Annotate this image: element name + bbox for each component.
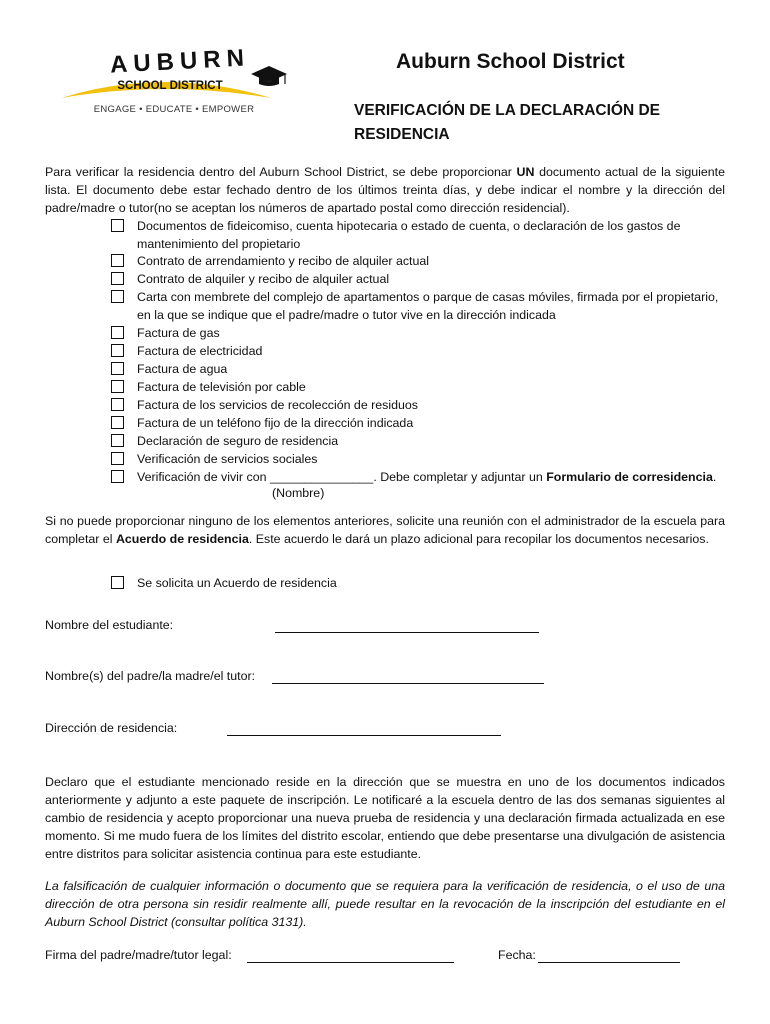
document-label: Factura de televisión por cable bbox=[137, 380, 306, 394]
district-logo bbox=[55, 46, 290, 121]
document-label: Factura de gas bbox=[137, 326, 220, 340]
checklist-item bbox=[111, 396, 727, 414]
checklist-item bbox=[111, 378, 727, 396]
agreement-paragraph bbox=[45, 512, 725, 548]
document-checkbox[interactable] bbox=[111, 416, 124, 429]
living-with-end: . bbox=[712, 470, 717, 484]
checklist-item-living-with bbox=[111, 468, 727, 486]
agreement-request-checkbox[interactable] bbox=[111, 576, 124, 589]
address-field[interactable] bbox=[227, 735, 501, 736]
agreement-text-2: . Este acuerdo le dará un plazo adicional para recopilar los documentos necesarios. bbox=[248, 532, 709, 546]
checklist-item bbox=[111, 217, 727, 253]
signature-field[interactable] bbox=[247, 962, 454, 963]
document-checkbox[interactable] bbox=[111, 452, 124, 465]
checklist-item bbox=[111, 342, 727, 360]
student-name-field[interactable] bbox=[275, 632, 539, 633]
agreement-bold: Acuerdo de residencia bbox=[115, 532, 249, 546]
document-checkbox[interactable] bbox=[111, 290, 124, 303]
falsification-warning: La falsificación de cualquier información o documento que se requiera para la verificación de residencia, o el uso de una dirección de otra persona sin residir realmente allí, puede resultar en la revocación de la inscripción del estudiante en el Auburn School District (consultar política 3131). bbox=[45, 879, 725, 929]
address-label: Dirección de residencia: bbox=[45, 721, 178, 735]
checklist-item bbox=[111, 270, 727, 288]
document-checkbox[interactable] bbox=[111, 344, 124, 357]
document-checkbox[interactable] bbox=[111, 326, 124, 339]
logo-school-district: SCHOOL DISTRICT bbox=[117, 80, 223, 92]
checklist-item bbox=[111, 432, 727, 450]
living-with-prefix: Verificación de vivir con bbox=[137, 470, 267, 484]
logo-tagline: ENGAGE • EDUCATE • EMPOWER bbox=[93, 104, 255, 115]
document-label: Contrato de arrendamiento y recibo de alquiler actual bbox=[137, 254, 430, 268]
name-caption: (Nombre) bbox=[272, 486, 325, 500]
document-label: Documentos de fideicomiso, cuenta hipotecaria o estado de cuenta, o declaración de los gastos de mantenimiento del propietario bbox=[137, 219, 681, 251]
intro-bold: UN bbox=[516, 165, 535, 179]
document-checkbox[interactable] bbox=[111, 254, 124, 267]
document-checkbox[interactable] bbox=[111, 398, 124, 411]
checklist-item bbox=[111, 414, 727, 432]
logo-word: AUBURN bbox=[109, 44, 251, 79]
signature-label: Firma del padre/madre/tutor legal: bbox=[45, 948, 232, 962]
document-checkbox[interactable] bbox=[111, 272, 124, 285]
checklist-item bbox=[111, 324, 727, 342]
document-label: Contrato de alquiler y recibo de alquiler actual bbox=[137, 272, 390, 286]
date-label: Fecha: bbox=[498, 948, 536, 962]
student-name-label: Nombre del estudiante: bbox=[45, 618, 174, 632]
document-checkbox[interactable] bbox=[111, 219, 124, 232]
intro-text-1: Para verificar la residencia dentro del Auburn School District, se debe proporcionar bbox=[45, 165, 517, 179]
document-checkbox[interactable] bbox=[111, 362, 124, 375]
document-label: Factura de los servicios de recolección de residuos bbox=[137, 398, 418, 412]
parent-name-field[interactable] bbox=[272, 683, 544, 684]
agreement-request-label: Se solicita un Acuerdo de residencia bbox=[137, 576, 337, 590]
corresidence-form-name: Formulario de corresidencia bbox=[546, 470, 713, 484]
checklist-item bbox=[111, 450, 727, 468]
living-with-middle: . Debe completar y adjuntar un bbox=[373, 470, 547, 484]
document-label: Carta con membrete del complejo de apartamentos o parque de casas móviles, firmada por el propietario, en la que se indique que el padre/madre o tutor vive en la dirección indicada bbox=[137, 290, 719, 322]
declaration-paragraph: Declaro que el estudiante mencionado reside en la dirección que se muestra en uno de los documentos indicados anteriormente y adjunto a este paquete de inscripción. Le notificaré a la escuela dentro de las dos semanas siguientes al cambio de residencia y acepto proporcionar una nueva prueba de residencia y una declaración firmada actualizada en ese momento. Si me mudo fuera de los límites del distrito escolar, entiendo que debe presentarse una divulgación de asistencia entre distritos para solicitar asistencia continua para este estudiante. bbox=[45, 775, 725, 861]
parent-name-label: Nombre(s) del padre/la madre/el tutor: bbox=[45, 669, 256, 683]
living-with-blank[interactable]: _______________ bbox=[269, 470, 374, 484]
form-subtitle: VERIFICACIÓN DE LA DECLARACIÓN DE RESIDENCIA bbox=[354, 102, 660, 143]
agreement-text-1: Si no puede proporcionar ninguno de los elementos anteriores, solicite una reunión con el administrador de la escuela para completar el bbox=[45, 514, 725, 546]
document-checkbox[interactable] bbox=[111, 380, 124, 393]
checklist-item bbox=[111, 288, 727, 324]
intro-paragraph bbox=[45, 163, 725, 217]
page-title: Auburn School District bbox=[396, 50, 625, 73]
intro-text-2: documento actual de la siguiente lista. El documento debe estar fechado dentro de los últimos treinta días, y debe indicar el nombre y la dirección del padre/madre o tutor(no se aceptan los números de apartado postal como dirección residencial). bbox=[45, 165, 725, 215]
date-field[interactable] bbox=[538, 962, 680, 963]
living-with-label bbox=[137, 468, 727, 486]
document-label: Factura de un teléfono fijo de la dirección indicada bbox=[137, 416, 414, 430]
checklist-item bbox=[111, 252, 727, 270]
document-checkbox[interactable] bbox=[111, 470, 124, 483]
agreement-request-row bbox=[111, 574, 727, 592]
document-checkbox[interactable] bbox=[111, 434, 124, 447]
document-label: Factura de electricidad bbox=[137, 344, 263, 358]
document-label: Factura de agua bbox=[137, 362, 228, 376]
checklist-item bbox=[111, 360, 727, 378]
document-label: Verificación de servicios sociales bbox=[137, 452, 318, 466]
document-label: Declaración de seguro de residencia bbox=[137, 434, 339, 448]
